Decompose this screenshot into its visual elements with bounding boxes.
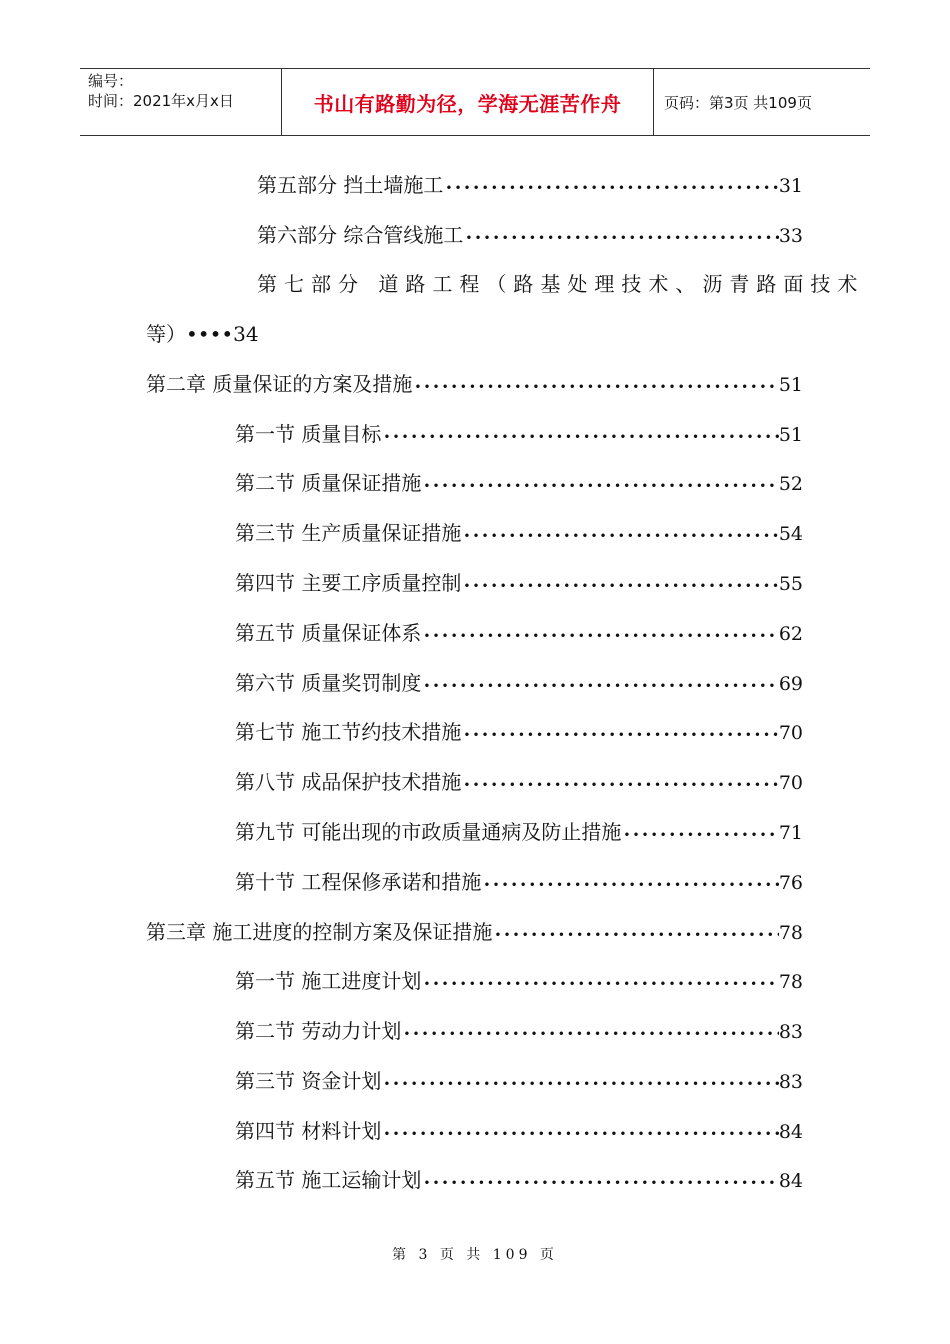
page-footer: 第 3 页 共 109 页 xyxy=(392,1247,558,1263)
toc-section[interactable] xyxy=(235,1165,803,1195)
toc-entry-part7-line1[interactable]: 第七部分 道路工程（路基处理技术、沥青路面技术 xyxy=(257,272,865,296)
toc-section[interactable] xyxy=(235,518,803,548)
dot-leader xyxy=(443,173,778,203)
toc-entry-page: 51 xyxy=(778,424,803,446)
document-date: 时间：2021年x月x日 xyxy=(88,92,234,110)
toc-entry-page: 69 xyxy=(778,673,803,695)
toc-entry-page: 71 xyxy=(778,822,803,844)
toc-entry-page: 83 xyxy=(778,1071,803,1093)
toc-entry-page: 62 xyxy=(778,623,803,645)
toc-section[interactable] xyxy=(235,1016,803,1046)
dot-leader xyxy=(492,920,778,950)
toc-entry-label: 第五节 质量保证体系 xyxy=(235,621,422,645)
toc-entry-page: 78 xyxy=(778,971,803,993)
dot-leader xyxy=(421,471,778,501)
toc-section[interactable] xyxy=(235,867,803,897)
toc-section[interactable] xyxy=(235,817,803,847)
dot-leader xyxy=(421,621,778,651)
toc-section[interactable] xyxy=(235,1116,803,1146)
toc-entry-label: 第三章 施工进度的控制方案及保证措施 xyxy=(146,920,493,944)
toc-entry-page: 76 xyxy=(778,872,803,894)
dot-leader xyxy=(621,820,778,850)
header-meta xyxy=(80,69,282,135)
toc-entry-label: 第三节 生产质量保证措施 xyxy=(235,521,462,545)
toc-section[interactable] xyxy=(235,419,803,449)
toc-entry-page: 33 xyxy=(778,225,803,247)
dot-leader xyxy=(412,372,778,402)
dot-leader xyxy=(381,422,778,452)
dot-leader xyxy=(461,571,778,601)
header-motto: 书山有路勤为径，学海无涯苦作舟 xyxy=(282,69,654,135)
dot-leader xyxy=(463,223,778,253)
toc-entry-label: 第一节 施工进度计划 xyxy=(235,969,422,993)
dot-leader xyxy=(481,870,778,900)
toc-section[interactable] xyxy=(235,966,803,996)
toc-section[interactable] xyxy=(235,1066,803,1096)
dot-leader xyxy=(461,720,778,750)
toc-section[interactable] xyxy=(235,767,803,797)
toc-chapter-3[interactable] xyxy=(146,917,803,947)
toc-entry-label: 第六部分 综合管线施工 xyxy=(257,223,464,247)
toc-section[interactable] xyxy=(235,668,803,698)
toc-entry-label: 第一节 质量目标 xyxy=(235,422,382,446)
toc-entry-page: 84 xyxy=(778,1121,803,1143)
dot-leader xyxy=(421,969,778,999)
toc-entry-page: 83 xyxy=(778,1021,803,1043)
toc-entry-label: 第二节 质量保证措施 xyxy=(235,471,422,495)
toc-section[interactable] xyxy=(235,568,803,598)
toc-entry-label: 第八节 成品保护技术措施 xyxy=(235,770,462,794)
toc-entry-label: 第三节 资金计划 xyxy=(235,1069,382,1093)
dot-leader xyxy=(421,1168,778,1198)
header-page-info: 页码：第3页 共109页 xyxy=(664,93,812,112)
toc-entry-label: 第五部分 挡土墙施工 xyxy=(257,173,444,197)
toc-entry-label: 第五节 施工运输计划 xyxy=(235,1168,422,1192)
dot-leader xyxy=(461,770,778,800)
dot-leader xyxy=(381,1119,778,1149)
dot-leader xyxy=(461,521,778,551)
toc-entry-label: 第十节 工程保修承诺和措施 xyxy=(235,870,482,894)
toc-entry-part6[interactable] xyxy=(257,220,803,250)
toc-entry-page: 70 xyxy=(778,722,803,744)
toc-entry-page: 52 xyxy=(778,473,803,495)
toc-entry-page: 54 xyxy=(778,523,803,545)
toc-section[interactable] xyxy=(235,618,803,648)
toc-entry-page: 78 xyxy=(778,922,803,944)
toc-entry-label: 第四节 主要工序质量控制 xyxy=(235,571,462,595)
dot-leader xyxy=(421,671,778,701)
toc-section[interactable] xyxy=(235,468,803,498)
toc-entry-label: 第四节 材料计划 xyxy=(235,1119,382,1143)
toc-entry-page: 31 xyxy=(778,175,803,197)
toc-entry-page: 84 xyxy=(778,1170,803,1192)
toc-entry-label: 第六节 质量奖罚制度 xyxy=(235,671,422,695)
toc-entry-page: 51 xyxy=(778,374,803,396)
toc-entry-label: 第二节 劳动力计划 xyxy=(235,1019,402,1043)
toc-entry-label: 第七节 施工节约技术措施 xyxy=(235,720,462,744)
toc-entry-part7-line2[interactable]: 等）••••34 xyxy=(146,322,259,346)
document-header xyxy=(80,68,870,136)
toc-entry-label: 第二章 质量保证的方案及措施 xyxy=(146,372,413,396)
toc-entry-page: 55 xyxy=(778,573,803,595)
dot-leader xyxy=(381,1069,778,1099)
toc-entry-part5[interactable] xyxy=(257,170,803,200)
toc-entry-page: 70 xyxy=(778,772,803,794)
dot-leader xyxy=(401,1019,778,1049)
toc-chapter-2[interactable] xyxy=(146,369,803,399)
toc-entry-label: 第九节 可能出现的市政质量通病及防止措施 xyxy=(235,820,622,844)
document-number-label: 编号： xyxy=(88,72,134,90)
toc-section[interactable] xyxy=(235,717,803,747)
